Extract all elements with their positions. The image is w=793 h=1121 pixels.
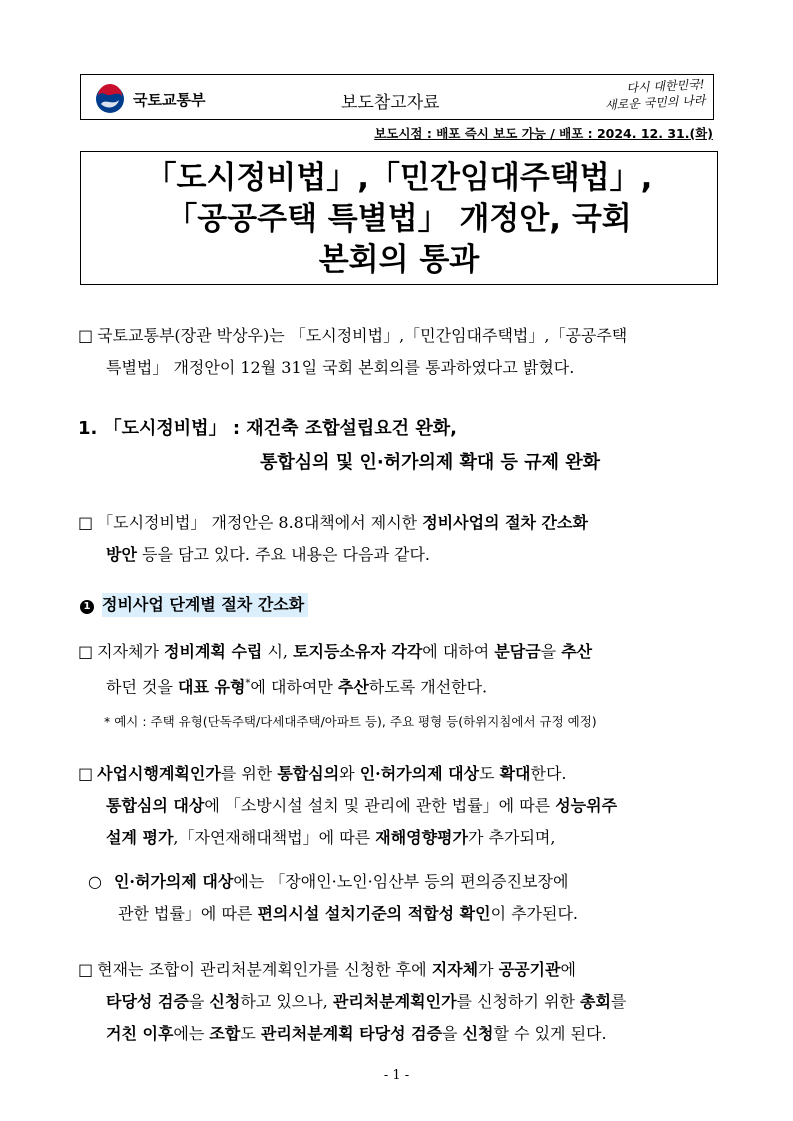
emphasis: 조합: [209, 1024, 241, 1043]
intro-line2: 특별법」 개정안이 12월 31일 국회 본회의를 통과하였다고 밝혔다.: [106, 358, 575, 377]
text: 에는 「장애인·노인·임산부 등의 편의증진보장에: [233, 872, 569, 891]
emphasis: 정비계획 수립: [164, 642, 263, 661]
text: 도: [479, 764, 500, 783]
paragraph-validation: [78, 954, 718, 1050]
text: 지자체가: [97, 642, 165, 661]
emphasis: 관리처분계획인가: [332, 992, 457, 1011]
paragraph-cost-estimate: [78, 636, 718, 703]
footnote: * 예시 : 주택 유형(단독주택/다세대주택/아파트 등), 주요 평형 등(하위지침에서 규정 예정): [104, 714, 597, 729]
emphasis: 거친 이후: [106, 1024, 174, 1043]
paragraph-permit-items: [88, 866, 718, 930]
intro-paragraph: [78, 320, 718, 384]
checkbox-bullet: □: [78, 960, 94, 979]
emphasis: 토지등소유자 각각: [293, 642, 423, 661]
number-bullet: 1: [80, 600, 94, 614]
text: 을: [188, 992, 210, 1011]
text: 「도시정비법」 개정안은 8.8대책에서 제시한: [97, 513, 423, 532]
text: 에: [560, 960, 576, 979]
text: 하고 있으나,: [240, 992, 333, 1011]
emphasis: 지자체: [431, 960, 479, 979]
subheading-text: 정비사업 단계별 절차 간소화: [102, 593, 308, 617]
section-heading: [78, 412, 600, 480]
text: 하던 것을: [106, 677, 178, 697]
emphasis: 공공기관: [498, 960, 561, 979]
emphasis: 성능위주: [555, 796, 618, 815]
ministry-logo-icon: [95, 84, 125, 114]
text: 관한 법률」에 따른: [118, 904, 258, 923]
checkbox-bullet: □: [78, 326, 94, 345]
subheading: [80, 592, 308, 615]
title-line1: 「도시정비법」,「민간임대주택법」,: [145, 160, 653, 196]
text: 을: [540, 642, 562, 661]
text: 를 신청하기 위한: [456, 992, 580, 1011]
emphasis: 분담금: [494, 642, 541, 661]
emphasis: 방안: [106, 545, 137, 564]
header-box: [80, 74, 714, 120]
ministry-name: 국토교통부: [133, 91, 206, 109]
emphasis: 관리처분계획 타당성 검증: [260, 1024, 443, 1043]
text: 시,: [262, 642, 294, 661]
emphasis: 타당성 검증: [106, 992, 189, 1011]
text: 에는: [173, 1024, 210, 1043]
title-line2: 「공공주택 특별법」 개정안, 국회: [166, 201, 632, 237]
text: 등을 담고 있다. 주요 내용은 다음과 같다.: [136, 545, 430, 564]
text: 도: [240, 1024, 261, 1043]
emphasis: 통합심의 대상: [106, 796, 205, 815]
text: 를 위한: [220, 764, 278, 783]
slogan-line2: 새로운 국민의 나라: [604, 93, 706, 113]
emphasis: 인·허가의제 대상: [359, 764, 480, 783]
text: 가 추가되며,: [467, 828, 556, 847]
text: 와: [339, 764, 360, 783]
emphasis: 사업시행계획인가: [97, 764, 221, 783]
emphasis: 정비사업의 절차 간소화: [422, 513, 588, 532]
page-title: [81, 158, 717, 281]
text: ,「자연재해대책법」에 따른: [173, 828, 376, 847]
emphasis: 통합심의: [277, 764, 340, 783]
emphasis: 추산: [337, 677, 369, 697]
text: 이 추가된다.: [490, 904, 579, 923]
emphasis: 인·허가의제 대상: [113, 872, 234, 891]
page-number: - 1 -: [383, 1068, 410, 1083]
text: 를: [610, 992, 627, 1011]
emphasis: 편의시설 설치기준의 적합성 확인: [257, 904, 491, 923]
release-info: 보도시점 : 배포 즉시 보도 가능 / 배포 : 2024. 12. 31.(화): [374, 126, 713, 141]
title-box: [80, 151, 718, 285]
text: 에 「소방시설 설치 및 관리에 관한 법률」에 따른: [204, 796, 556, 815]
circle-bullet: ○: [88, 872, 102, 891]
checkbox-bullet: □: [78, 764, 94, 783]
checkbox-bullet: □: [78, 513, 94, 532]
emphasis: 대표 유형: [178, 677, 246, 697]
text: 한다.: [530, 764, 567, 783]
emphasis: 추산: [561, 642, 593, 661]
emphasis: 총회: [579, 992, 611, 1011]
emphasis: 신청: [462, 1024, 494, 1043]
text: 할 수 있게 된다.: [493, 1024, 607, 1043]
section-heading-line2: 통합심의 및 인·허가의제 확대 등 규제 완화: [260, 452, 601, 473]
footnote-marker: *: [245, 678, 251, 689]
document-type: 보도참고자료: [341, 93, 440, 113]
text: 가: [478, 960, 499, 979]
title-line3: 본회의 통과: [318, 242, 480, 278]
text: 하도록 개선한다.: [368, 677, 488, 697]
slogan: [556, 76, 705, 116]
slogan-line1: 다시 대한민국!: [626, 77, 705, 96]
paragraph-integrated-review: [78, 758, 718, 854]
text: 에 대하여: [422, 642, 495, 661]
text: 현재는 조합이 관리처분계획인가를 신청한 후에: [97, 960, 432, 979]
emphasis: 설계 평가: [106, 828, 174, 847]
text: 을: [442, 1024, 463, 1043]
emphasis: 신청: [209, 992, 241, 1011]
intro-line1: 국토교통부(장관 박상우)는 「도시정비법」,「민간임대주택법」,「공공주택: [97, 326, 628, 345]
text: 에 대하여만: [250, 677, 338, 697]
emphasis: 재해영향평가: [375, 828, 468, 847]
emphasis: 확대: [499, 764, 531, 783]
checkbox-bullet: □: [78, 642, 94, 661]
section-heading-line1: 1. 「도시정비법」 : 재건축 조합설립요건 완화,: [78, 418, 457, 439]
paragraph-amendment: [78, 507, 718, 571]
